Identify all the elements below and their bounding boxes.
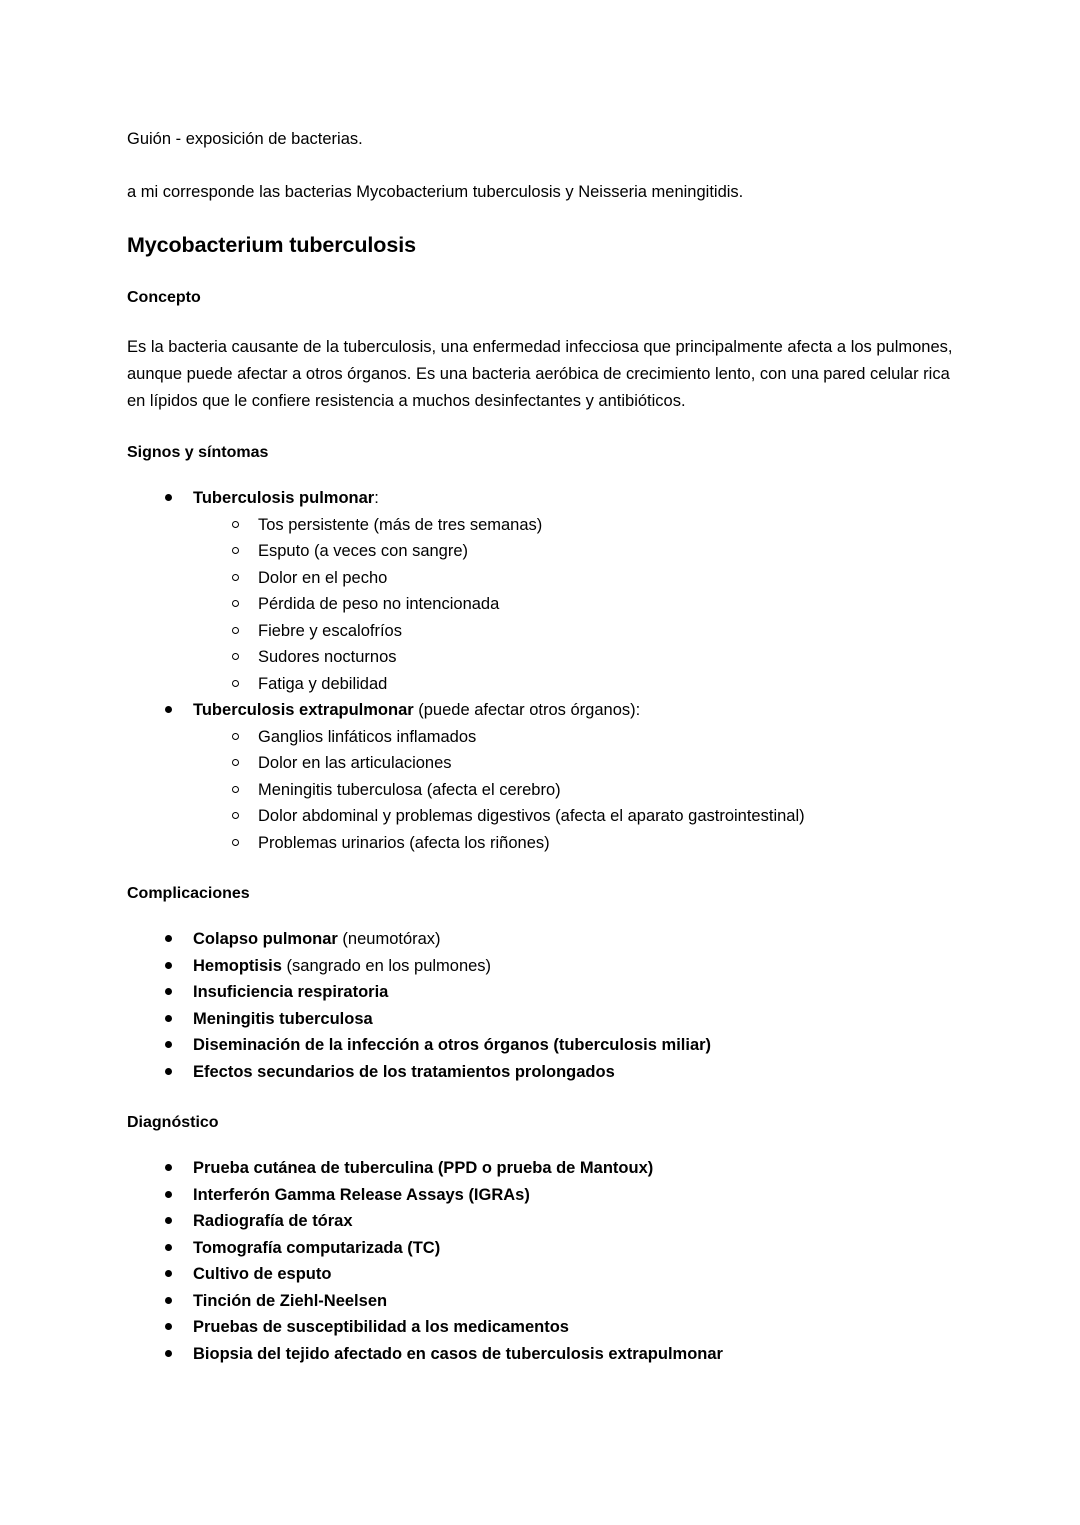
list-item (193, 644, 953, 671)
list-item (193, 538, 953, 565)
bullet-disc-icon (165, 953, 172, 980)
bullet-disc-icon (165, 1182, 172, 1209)
list-item (127, 485, 953, 697)
bullet-disc-icon (165, 1288, 172, 1315)
list-item-label: Pruebas de susceptibilidad a los medicamentos (193, 1318, 569, 1336)
list-item (127, 1006, 953, 1033)
list-item (127, 1314, 953, 1341)
section-heading-signos: Signos y síntomas (127, 444, 269, 461)
list-item-suffix: : (374, 489, 379, 507)
assignment-paragraph: a mi corresponde las bacterias Mycobacterium tuberculosis y Neisseria meningitidis. (127, 183, 744, 201)
bullet-circle-icon (232, 803, 239, 830)
signos-sublist-pulmonar (193, 512, 953, 698)
list-item-label: Sudores nocturnos (258, 648, 397, 666)
list-item (193, 591, 953, 618)
list-item-label: Dolor en las articulaciones (258, 754, 452, 772)
bullet-circle-icon (232, 512, 239, 539)
list-item (127, 1208, 953, 1235)
list-item (193, 724, 953, 751)
list-item (193, 750, 953, 777)
bullet-circle-icon (232, 591, 239, 618)
list-item-label: Fatiga y debilidad (258, 674, 388, 693)
document-body (127, 126, 953, 1367)
list-item-label: Cultivo de esputo (193, 1265, 332, 1283)
bullet-circle-icon (232, 644, 239, 671)
list-item-label: Tinción de Ziehl-Neelsen (193, 1291, 388, 1310)
bullet-circle-icon (232, 671, 239, 698)
list-item-label: Pérdida de peso no intencionada (258, 595, 500, 613)
bullet-circle-icon (232, 750, 239, 777)
bullet-circle-icon (232, 830, 239, 857)
signos-list (127, 485, 953, 856)
bullet-circle-icon (232, 777, 239, 804)
list-item (127, 926, 953, 953)
list-item (193, 512, 953, 539)
list-item-label: Prueba cutánea de tuberculina (PPD o prueba de Mantoux) (193, 1159, 654, 1177)
list-item (127, 1032, 953, 1059)
page-title: Mycobacterium tuberculosis (127, 233, 416, 257)
list-item-suffix: (neumotórax) (337, 930, 441, 948)
list-item-label: Interferón Gamma Release Assays (IGRAs) (193, 1185, 530, 1204)
bullet-disc-icon (165, 926, 172, 953)
list-item-label: Esputo (a veces con sangre) (258, 542, 469, 560)
list-item-label: Radiografía de tórax (193, 1212, 353, 1230)
concepto-body: Es la bacteria causante de la tuberculosis, una enfermedad infecciosa que principalmente afecta a los pulmones, aunque puede afectar a otros órganos. Es una bacteria aeróbica de crecimiento lento, con una pared celular rica en lípidos que le confiere resistencia a muchos desinfectantes y antibióticos. (127, 338, 953, 410)
bullet-disc-icon (165, 697, 172, 724)
list-item-label: Efectos secundarios de los tratamientos prolongados (193, 1062, 615, 1081)
list-item (127, 1155, 953, 1182)
list-item (127, 1288, 953, 1315)
complicaciones-list (127, 926, 953, 1085)
bullet-disc-icon (165, 1155, 172, 1182)
bullet-circle-icon (232, 724, 239, 751)
list-item-label: Dolor en el pecho (258, 568, 388, 587)
list-item (193, 830, 953, 857)
bullet-disc-icon (165, 1006, 172, 1033)
list-item-label: Biopsia del tejido afectado en casos de tuberculosis extrapulmonar (193, 1344, 723, 1363)
bullet-circle-icon (232, 618, 239, 645)
list-item-label: Tomografía computarizada (TC) (193, 1238, 441, 1257)
list-item-label: Insuficiencia respiratoria (193, 983, 389, 1001)
list-item (193, 803, 953, 830)
list-item-label: Ganglios linfáticos inflamados (258, 727, 477, 746)
section-heading-diagnostico: Diagnóstico (127, 1114, 219, 1131)
list-item (127, 953, 953, 980)
intro-paragraph: Guión - exposición de bacterias. (127, 130, 363, 148)
bullet-disc-icon (165, 485, 172, 512)
section-heading-concepto: Concepto (127, 289, 201, 306)
list-item (127, 1235, 953, 1262)
bullet-disc-icon (165, 1059, 172, 1086)
list-item (127, 979, 953, 1006)
diagnostico-list (127, 1155, 953, 1367)
bullet-disc-icon (165, 1314, 172, 1341)
bullet-circle-icon (232, 538, 239, 565)
list-item-label: Meningitis tuberculosa (afecta el cerebro) (258, 780, 561, 799)
bullet-disc-icon (165, 1208, 172, 1235)
list-item (127, 1261, 953, 1288)
signos-sublist-extrapulmonar (193, 724, 953, 857)
bullet-disc-icon (165, 1235, 172, 1262)
bullet-disc-icon (165, 1341, 172, 1368)
bullet-disc-icon (165, 1032, 172, 1059)
list-item-label: Tuberculosis pulmonar (193, 489, 375, 507)
bullet-circle-icon (232, 565, 239, 592)
list-item-label: Hemoptisis (193, 956, 282, 975)
bullet-disc-icon (165, 979, 172, 1006)
list-item-label: Tuberculosis extrapulmonar (193, 701, 414, 719)
list-item-label: Problemas urinarios (afecta los riñones) (258, 833, 550, 852)
list-item-suffix: (sangrado en los pulmones) (281, 956, 492, 975)
list-item (193, 618, 953, 645)
list-item-label: Diseminación de la infección a otros órganos (tuberculosis miliar) (193, 1036, 712, 1054)
list-item (127, 697, 953, 856)
section-heading-complicaciones: Complicaciones (127, 885, 250, 902)
list-item (193, 777, 953, 804)
list-item-label: Colapso pulmonar (193, 930, 338, 948)
list-item (127, 1182, 953, 1209)
list-item (127, 1341, 953, 1368)
list-item-label: Dolor abdominal y problemas digestivos (afecta el aparato gastrointestinal) (258, 807, 805, 825)
list-item (127, 1059, 953, 1086)
list-item-label: Fiebre y escalofríos (258, 621, 402, 640)
list-item (193, 671, 953, 698)
list-item-suffix: (puede afectar otros órganos): (413, 701, 641, 719)
bullet-disc-icon (165, 1261, 172, 1288)
list-item-label: Tos persistente (más de tres semanas) (258, 515, 543, 534)
list-item (193, 565, 953, 592)
list-item-label: Meningitis tuberculosa (193, 1009, 373, 1028)
